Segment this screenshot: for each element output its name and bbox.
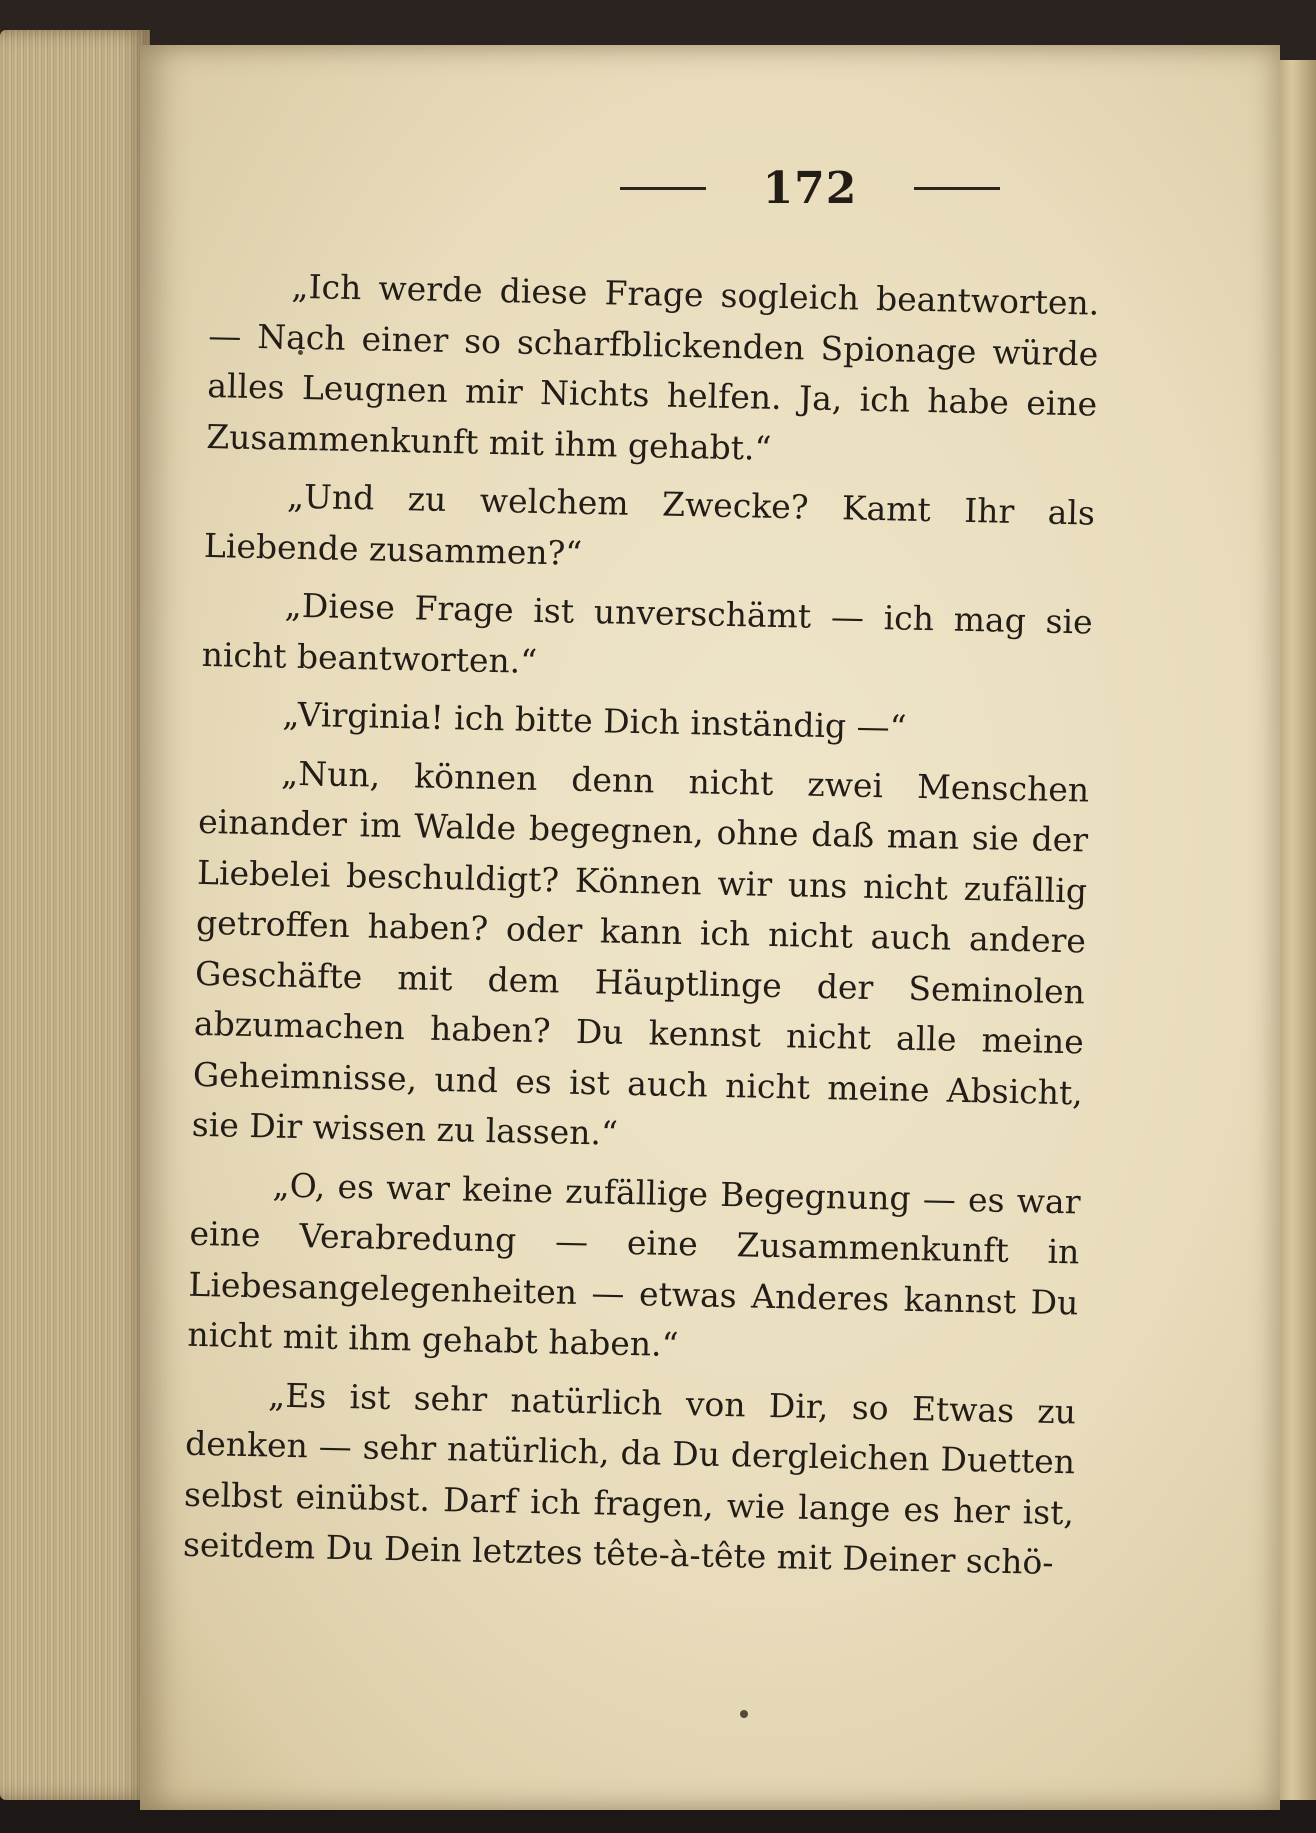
paragraph: „Virginia! ich bitte Dich inständig —“	[282, 694, 907, 747]
paragraph: „Nun, können denn nicht zwei Menschen einander im Walde begegnen, ohne daß man sie der Liebelei beschuldigt? Können wir uns nicht zufällig getroffen haben? oder kann ich nicht auch andere Geschäfte mit dem Häuptlinge der Seminolen abzumachen haben? Du kennst nicht alle meine Geheimnisse, und es ist auch nicht meine Absicht, sie Dir wissen zu lassen.“	[191, 753, 1090, 1153]
ink-speck	[740, 1710, 748, 1718]
paragraph: „Diese Frage ist unverschämt — ich mag sie nicht beantworten.“	[201, 585, 1094, 681]
paragraph: „O, es war keine zufällige Begegnung — es war eine Verabredung — eine Zusammenkunft in Liebesangelegenheiten — etwas Anderes kannst Du nicht mit ihm gehabt haben.“	[187, 1165, 1081, 1365]
paragraph: „Ich werde diese Frage sogleich beantworten. — Nach einer so scharfblickenden Spionage würde alles Leugnen mir Nichts helfen. Ja, ich habe eine Zusammenkunft mit ihm gehabt.“	[205, 266, 1100, 468]
page-stack-right	[1276, 60, 1316, 1800]
paragraph: „Und zu welchem Zwecke? Kamt Ihr als Liebende zusammen?“	[203, 476, 1096, 573]
page-header	[620, 163, 1000, 214]
header-rule-left	[620, 187, 706, 190]
body-text	[182, 260, 1099, 1597]
paragraph: „Es ist sehr natürlich von Dir, so Etwas zu denken — sehr natürlich, da Du dergleichen Duetten selbst einübst. Darf ich fragen, wie lange es her ist, seitdem Du Dein letztes tête-à-tête mit Deiner schö-	[182, 1374, 1077, 1582]
page-number: 172	[762, 163, 858, 214]
header-rule-right	[914, 187, 1000, 190]
page-stack-left	[0, 30, 150, 1800]
